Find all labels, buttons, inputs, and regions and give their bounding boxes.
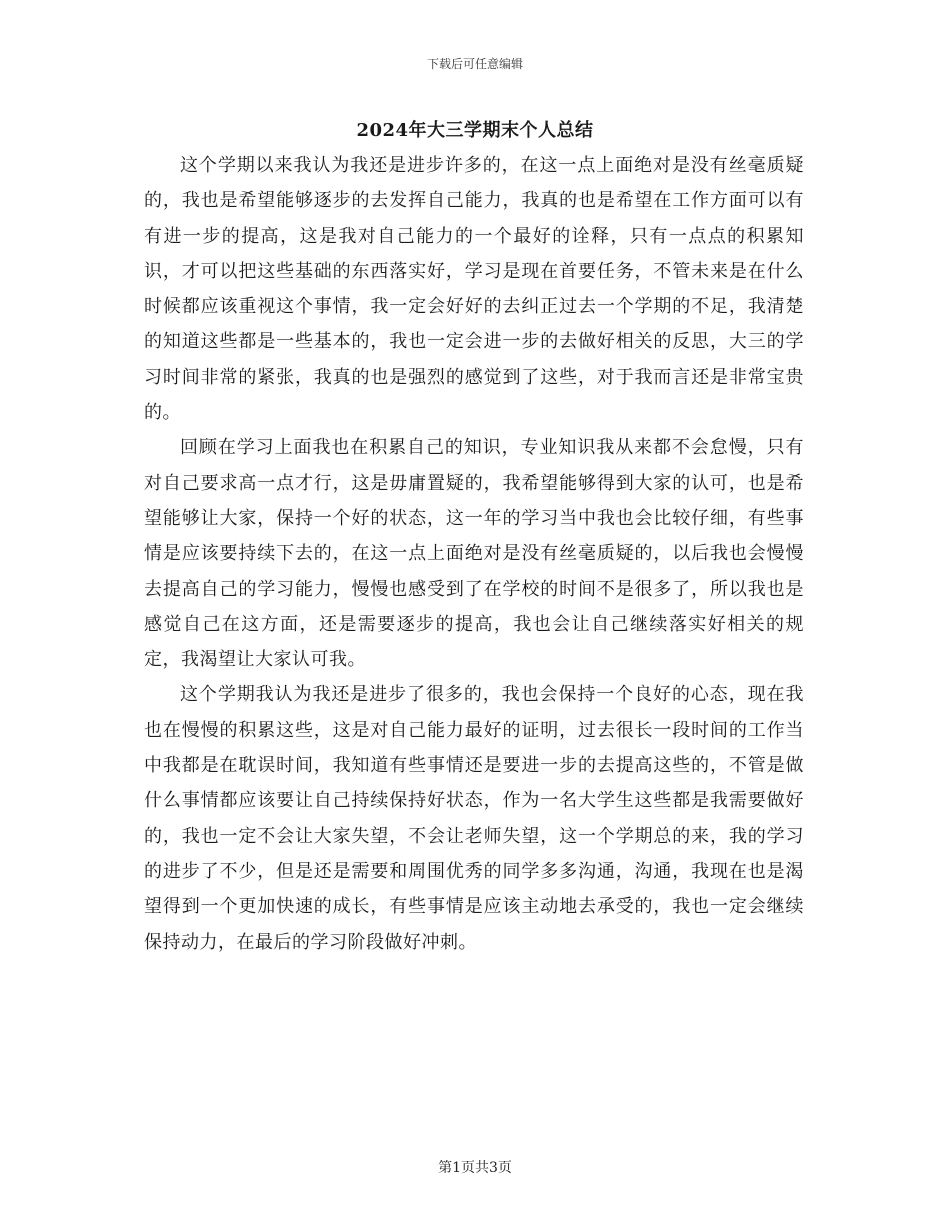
- header-note: 下载后可任意编辑: [426, 57, 523, 71]
- document-body: [144, 148, 804, 960]
- paragraph-2: 回顾在学习上面我也在积累自己的知识，专业知识我从来都不会怠慢，只有对自己要求高一点才行，这是毋庸置疑的，我希望能够得到大家的认可，也是希望能够让大家，保持一个好的状态，这一年的学习当中我也会比较仔细，有些事情是应该要持续下去的，在这一点上面绝对是没有丝毫质疑的，以后我也会慢慢去提高自己的学习能力，慢慢也感受到了在学校的时间不是很多了，所以我也是感觉自己在这方面，还是需要逐步的提高，我也会让自己继续落实好相关的规定，我渴望让大家认可我。: [144, 437, 804, 671]
- paragraph-1: 这个学期以来我认为我还是进步许多的，在这一点上面绝对是没有丝毫质疑的，我也是希望能够逐步的去发挥自己能力，我真的也是希望在工作方面可以有有进一步的提高，这是我对自己能力的一个最好的诠释，只有一点点的积累知识，才可以把这些基础的东西落实好，学习是现在首要任务，不管未来是在什么时候都应该重视这个事情，我一定会好好的去纠正过去一个学期的不足，我清楚的知道这些都是一些基本的，我也一定会进一步的去做好相关的反思，大三的学习时间非常的紧张，我真的也是强烈的感觉到了这些，对于我而言还是非常宝贵的。: [144, 155, 804, 424]
- page-number: 第1页共3页: [438, 1160, 512, 1176]
- document-title: 2024年大三学期末个人总结: [356, 120, 594, 141]
- paragraph-3: 这个学期我认为我还是进步了很多的，我也会保持一个良好的心态，现在我也在慢慢的积累这些，这是对自己能力最好的证明，过去很长一段时间的工作当中我都是在耽误时间，我知道有些事情还是要进一步的去提高这些的，不管是做什么事情都应该要让自己持续保持好状态，作为一名大学生这些都是我需要做好的，我也一定不会让大家失望，不会让老师失望，这一个学期总的来，我的学习的进步了不少，但是还是需要和周围优秀的同学多多沟通，沟通，我现在也是渴望得到一个更加快速的成长，有些事情是应该主动地去承受的，我也一定会继续保持动力，在最后的学习阶段做好冲刺。: [144, 684, 804, 953]
